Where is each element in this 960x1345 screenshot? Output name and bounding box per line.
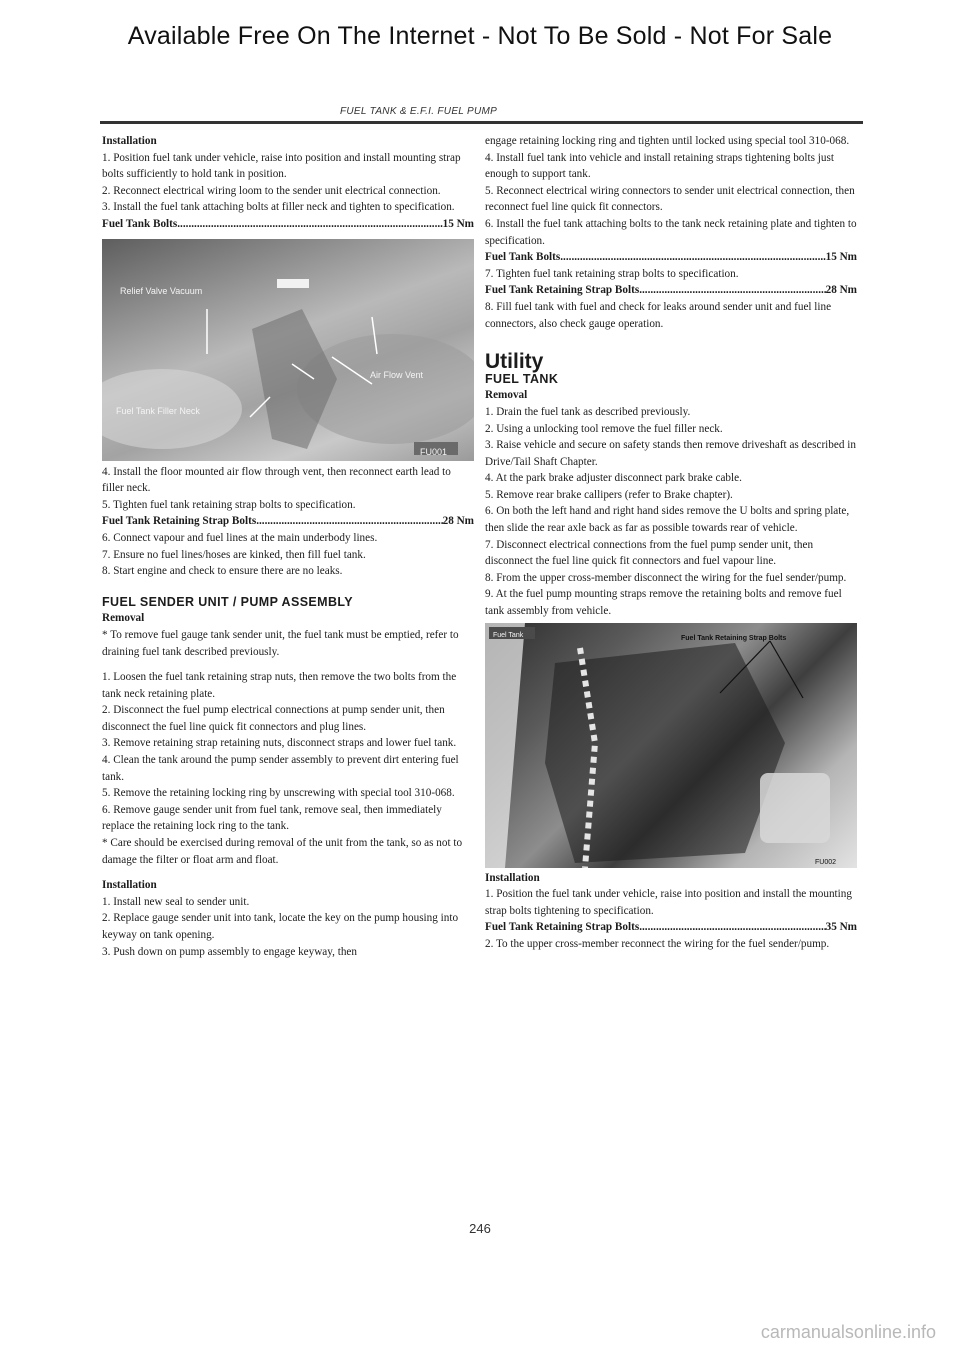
photo-label: Fuel Tank Filler Neck [116, 405, 200, 416]
spec-value: 15 Nm [442, 217, 474, 230]
step: 5. Remove the retaining locking ring by unscrewing with special tool 310-068. [102, 787, 455, 800]
leader-dots [560, 249, 825, 266]
step: 6. Install the fuel tank attaching bolts to the tank neck retaining plate and tighten to specification. [485, 217, 857, 247]
step: 3. Raise vehicle and secure on safety stands then remove driveshaft as described in Drive/Tail Shaft Chapter. [485, 439, 856, 468]
step: 8. Fill fuel tank with fuel and check for leaks around sender unit and fuel line connectors, also check gauge operation. [485, 300, 832, 330]
spec-value: 28 Nm [442, 515, 474, 528]
fuel-tank-photo [485, 623, 857, 868]
torque-spec [102, 216, 474, 233]
filler-neck-photo [102, 239, 474, 461]
step: 1. Drain the fuel tank as described previously. [485, 405, 691, 418]
right-column [485, 133, 857, 953]
step: 8. From the upper cross-member disconnect the wiring for the fuel sender/pump. [485, 571, 847, 584]
installation-heading: Installation [102, 135, 157, 147]
step: 5. Remove rear brake callipers (refer to Brake chapter). [485, 488, 733, 501]
spec-label: Fuel Tank Bolts [102, 217, 178, 230]
step: 8. Start engine and check to ensure there are no leaks. [102, 565, 343, 578]
step: 2. Replace gauge sender unit into tank, locate the key on the pump housing into keyway on tank opening. [102, 912, 459, 941]
photo-label: Fuel Tank Retaining Strap Bolts [681, 634, 787, 642]
step: 4. Clean the tank around the pump sender assembly to prevent dirt entering fuel tank. [102, 754, 459, 783]
step: 4. At the park brake adjuster disconnect park brake cable. [485, 472, 742, 485]
step: 7. Ensure no fuel lines/hoses are kinked, then fill fuel tank. [102, 548, 366, 561]
left-column [102, 133, 474, 960]
page-number: 246 [469, 1221, 491, 1236]
step: engage retaining locking ring and tighten until locked using special tool 310-068. [485, 135, 850, 147]
figure-code: FU001 [420, 446, 448, 457]
note: * To remove fuel gauge tank sender unit, the fuel tank must be emptied, refer to draining fuel tank described previously. [102, 628, 459, 658]
spec-label: Fuel Tank Retaining Strap Bolts [102, 515, 257, 528]
step: 4. Install fuel tank into vehicle and install retaining straps tightening bolts just enough to support tank. [485, 151, 834, 181]
step: 3. Push down on pump assembly to engage keyway, then [102, 945, 357, 958]
photo-label: Relief Valve Vacuum [120, 285, 203, 296]
section-heading: FUEL SENDER UNIT / PUMP ASSEMBLY [102, 594, 354, 609]
spec-value: 35 Nm [825, 921, 857, 934]
step: 2. Using a unlocking tool remove the fuel filler neck. [485, 422, 723, 435]
removal-heading: Removal [485, 389, 528, 402]
leader-dots [639, 282, 825, 299]
step: 4. Install the floor mounted air flow through vent, then reconnect earth lead to filler neck. [102, 465, 451, 495]
step: 6. Remove gauge sender unit from fuel tank, remove seal, then immediately replace the retaining lock ring to the tank. [102, 803, 442, 833]
step: 1. Loosen the fuel tank retaining strap nuts, then remove the two bolts from the tank neck retaining plate. [102, 671, 457, 700]
torque-spec [485, 919, 857, 936]
step: 6. On both the left hand and right hand sides remove the U bolts and spring plate, then slide the rear axle back as far as possible towards rear of vehicle. [485, 505, 850, 535]
section-heading: FUEL TANK [485, 371, 559, 386]
step: 5. Reconnect electrical wiring connectors to sender unit electrical connection, then reconnect fuel line quick fit connectors. [485, 184, 855, 214]
spec-label: Fuel Tank Retaining Strap Bolts [485, 921, 640, 934]
spec-value: 15 Nm [825, 251, 857, 264]
torque-spec [485, 249, 857, 266]
step: 3. Install the fuel tank attaching bolts at filler neck and tighten to specification. [102, 201, 455, 214]
step: 2. To the upper cross-member reconnect the wiring for the fuel sender/pump. [485, 938, 830, 950]
torque-spec [102, 513, 474, 530]
step: 9. At the fuel pump mounting straps remove the retaining bolts and remove fuel tank assembly from vehicle. [485, 588, 842, 618]
note: * Care should be exercised during removal of the unit from the tank, so as not to damage the filter or float arm and float. [102, 837, 463, 866]
figure-code: FU002 [815, 858, 837, 866]
source-watermark: carmanualsonline.info [760, 1322, 936, 1342]
availability-banner: Available Free On The Internet - Not To Be Sold - Not For Sale [127, 22, 833, 50]
step: 7. Disconnect electrical connections from the fuel pump sender unit, then disconnect the fuel line quick fit connectors and fuel vapour line. [485, 538, 814, 568]
leader-dots [639, 919, 825, 936]
photo-label: Fuel Tank [493, 631, 524, 639]
removal-heading: Removal [102, 612, 145, 625]
step: 1. Position fuel tank under vehicle, raise into position and install mounting strap bolts sufficiently to hold tank in position. [102, 151, 461, 181]
utility-heading: Utility [485, 350, 544, 374]
step: 2. Disconnect the fuel pump electrical connections at pump sender unit, then disconnect the fuel line quick fit connectors and plug lines. [102, 704, 445, 733]
step: 6. Connect vapour and fuel lines at the main underbody lines. [102, 531, 378, 544]
step: 7. Tighten fuel tank retaining strap bolts to specification. [485, 267, 739, 280]
step: 1. Position the fuel tank under vehicle, raise into position and install the mounting strap bolts tightening to specification. [485, 888, 852, 917]
leader-dots [256, 513, 442, 530]
spec-label: Fuel Tank Bolts [485, 251, 561, 264]
leader-dots [177, 216, 442, 233]
step: 3. Remove retaining strap retaining nuts, disconnect straps and lower fuel tank. [102, 737, 457, 750]
photo-label: Air Flow Vent [370, 369, 424, 380]
running-head: FUEL TANK & E.F.I. FUEL PUMP [340, 106, 498, 117]
torque-spec [485, 282, 857, 299]
spec-label: Fuel Tank Retaining Strap Bolts [485, 284, 640, 297]
step: 5. Tighten fuel tank retaining strap bolts to specification. [102, 498, 356, 511]
step: 2. Reconnect electrical wiring loom to the sender unit electrical connection. [102, 184, 441, 197]
installation-heading: Installation [102, 879, 157, 892]
photo-overlay [102, 239, 474, 461]
step: 1. Install new seal to sender unit. [102, 895, 250, 908]
photo-overlay [485, 623, 857, 868]
installation-heading: Installation [485, 871, 540, 884]
header-rule [100, 121, 863, 124]
spec-value: 28 Nm [825, 284, 857, 297]
